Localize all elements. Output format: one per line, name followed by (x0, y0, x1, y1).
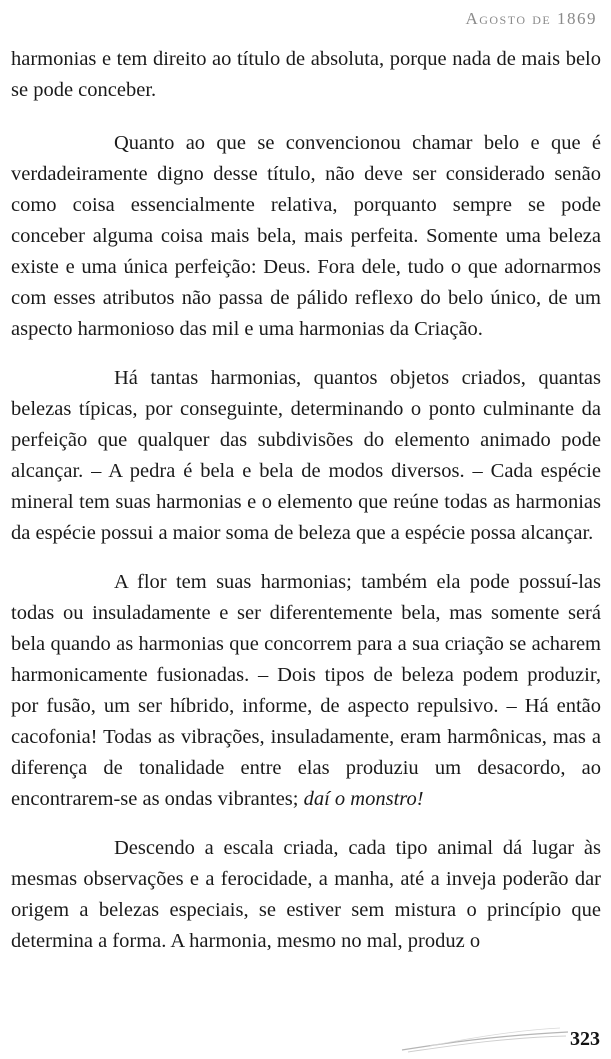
body-text (11, 44, 601, 957)
page-number: 323 (570, 1028, 600, 1050)
paragraph-4 (11, 567, 601, 815)
page-swoosh-ornament (400, 1024, 570, 1054)
paragraph-4-text: A flor tem suas harmonias; também ela pode possuí-las todas ou insuladamente e ser diferentemente bela, mas somente será bela quando as harmonias que concorrem para a sua criação se acharem harmonicamente fusionadas. – Dois tipos de beleza podem produzir, por fusão, um ser híbrido, informe, de aspecto repulsivo. – Há então cacofonia! Todas as vibrações, insuladamente, eram harmônicas, mas a diferença de tonalidade entre elas produziu um desacordo, ao encontrarem-se as ondas vibrantes; (11, 571, 601, 810)
paragraph-2: Quanto ao que se convencionou chamar belo e que é verdadeiramente digno desse título, não deve ser considerado senão como coisa essencialmente relativa, porquanto sempre se pode conceber alguma coisa mais bela, mais perfeita. Somente uma beleza existe e uma única perfeição: Deus. Fora dele, tudo o que adornarmos com esses atributos não passa de pálido reflexo do belo único, de um aspecto harmonioso das mil e uma harmonias da Criação. (11, 132, 601, 340)
paragraph-4-emphasis: daí o monstro! (303, 788, 424, 810)
page-footer (0, 1020, 611, 1059)
paragraph-1: harmonias e tem direito ao título de absoluta, porque nada de mais belo se pode conceber. (11, 48, 601, 101)
paragraph-5: Descendo a escala criada, cada tipo animal dá lugar às mesmas observações e a ferocidade, a manha, até a inveja poderão dar origem a belezas especiais, se estiver sem mistura o princípio que determina a forma. A harmonia, mesmo no mal, produz o (11, 837, 601, 952)
running-header: Agosto de 1869 (465, 9, 597, 28)
paragraph-3: Há tantas harmonias, quantos objetos criados, quantas belezas típicas, por conseguinte, determinando o ponto culminante da perfeição que qualquer das subdivisões do elemento animado pode alcançar. – A pedra é bela e bela de modos diversos. – Cada espécie mineral tem suas harmonias e o elemento que reúne todas as harmonias da espécie possui a maior soma de beleza que a espécie possa alcançar. (11, 367, 601, 544)
